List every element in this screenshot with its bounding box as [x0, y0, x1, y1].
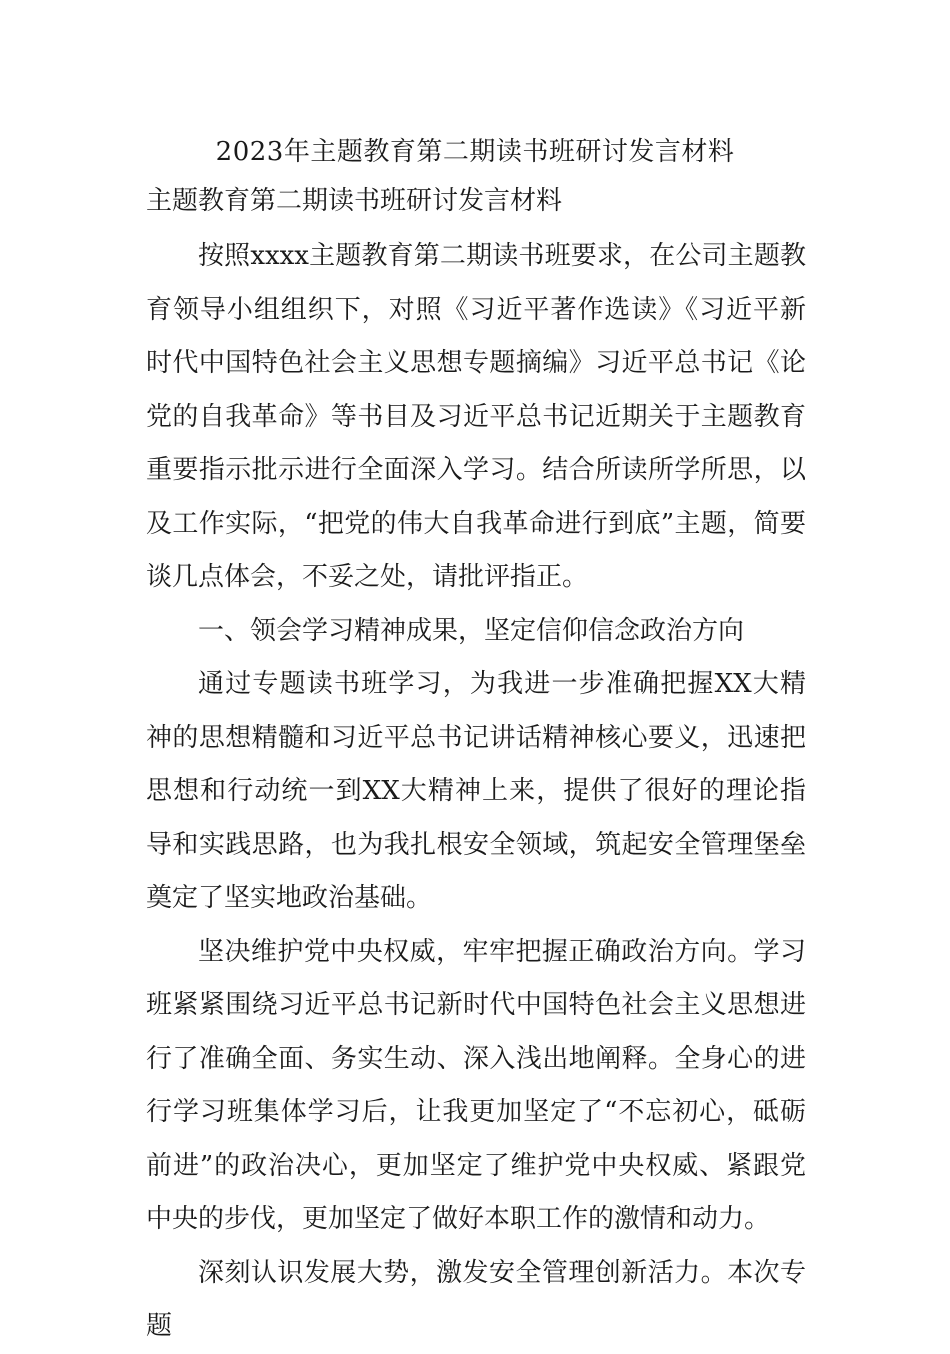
paragraph-study: 通过专题读书班学习，为我进一步准确把握XX大精神的思想精髓和习近平总书记讲话精神核心要义，迅速把思想和行动统一到XX大精神上来，提供了很好的理论指导和实践思路，也为我扎根安全领域，筑起安全管理堡垒奠定了坚实地政治基础。: [146, 669, 806, 913]
paragraph-authority: 坚决维护党中央权威，牢牢把握正确政治方向。学习班紧紧围绕习近平总书记新时代中国特色社会主义思想进行了准确全面、务实生动、深入浅出地阐释。全身心的进行学习班集体学习后，让我更加坚定了“不忘初心，砥砺前进”的政治决心，更加坚定了维护党中央权威、紧跟党中央的步伐，更加坚定了做好本职工作的激情和动力。: [146, 936, 806, 1234]
document-title: 2023年主题教育第二期读书班研讨发言材料: [215, 137, 735, 167]
paragraph-trend: 深刻认识发展大势，激发安全管理创新活力。本次专题: [146, 1257, 806, 1341]
section-heading-1: 一、领会学习精神成果，坚定信仰信念政治方向: [198, 615, 745, 646]
document-body: [146, 230, 806, 1354]
document-subtitle: 主题教育第二期读书班研讨发言材料: [146, 186, 563, 216]
paragraph-intro: 按照xxxx主题教育第二期读书班要求，在公司主题教育领导小组组织下，对照《习近平著作选读》《习近平新时代中国特色社会主义思想专题摘编》习近平总书记《论党的自我革命》等书目及习近平总书记近期关于主题教育重要指示批示进行全面深入学习。结合所读所学所思，以及工作实际，“把党的伟大自我革命进行到底”主题，简要谈几点体会，不妥之处，请批评指正。: [146, 241, 806, 592]
